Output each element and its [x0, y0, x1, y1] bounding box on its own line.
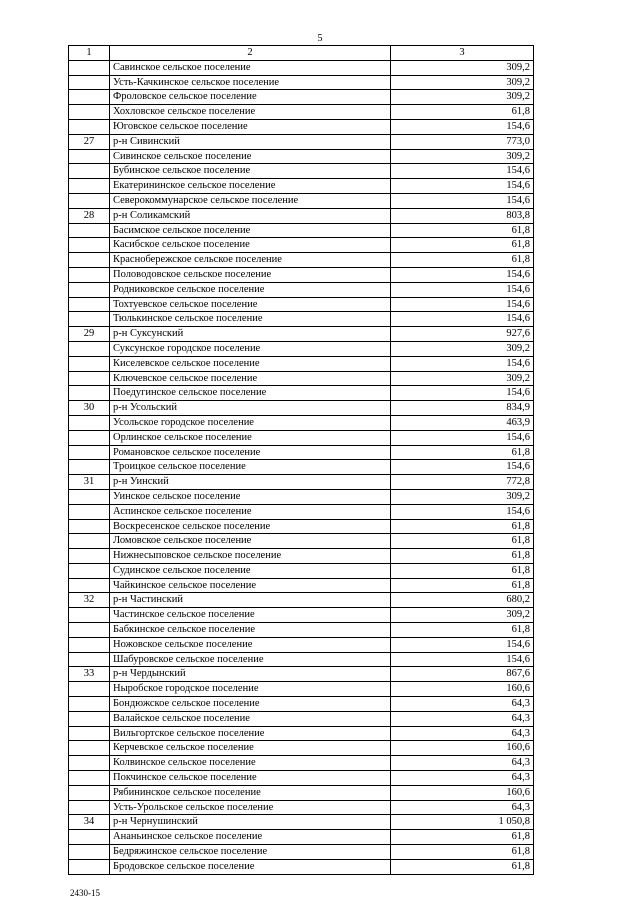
row-name-cell: Бедряжинское сельское поселение: [110, 845, 391, 860]
row-value-cell: 309,2: [391, 341, 534, 356]
row-number-cell: 34: [69, 815, 110, 830]
row-name-cell: Судинское сельское поселение: [110, 563, 391, 578]
table-row: [69, 771, 534, 786]
table-row: [69, 785, 534, 800]
row-value-cell: 309,2: [391, 608, 534, 623]
table-row: [69, 460, 534, 475]
document-code: 2430-15: [70, 888, 100, 898]
table-row: [69, 667, 534, 682]
row-value-cell: 154,6: [391, 460, 534, 475]
row-number-cell: [69, 105, 110, 120]
row-number-cell: [69, 149, 110, 164]
row-number-cell: [69, 741, 110, 756]
row-number-cell: [69, 445, 110, 460]
row-number-cell: [69, 711, 110, 726]
table-row: [69, 549, 534, 564]
row-name-cell: р-н Уинский: [110, 475, 391, 490]
table-row: [69, 75, 534, 90]
table-row: [69, 845, 534, 860]
table-row: [69, 371, 534, 386]
table-row: [69, 105, 534, 120]
row-name-cell: Екатерининское сельское поселение: [110, 179, 391, 194]
row-name-cell: Рябининское сельское поселение: [110, 785, 391, 800]
row-number-cell: [69, 179, 110, 194]
row-value-cell: 160,6: [391, 741, 534, 756]
row-name-cell: Басимское сельское поселение: [110, 223, 391, 238]
table-row: [69, 830, 534, 845]
row-name-cell: р-н Чердынский: [110, 667, 391, 682]
row-name-cell: Усть-Качкинское сельское поселение: [110, 75, 391, 90]
row-name-cell: Ананьинское сельское поселение: [110, 830, 391, 845]
row-value-cell: 309,2: [391, 149, 534, 164]
row-name-cell: Ножовское сельское поселение: [110, 637, 391, 652]
row-value-cell: 927,6: [391, 327, 534, 342]
table-row: [69, 711, 534, 726]
table-row: [69, 208, 534, 223]
row-name-cell: р-н Суксунский: [110, 327, 391, 342]
table-row: [69, 341, 534, 356]
table-row: [69, 519, 534, 534]
row-name-cell: р-н Усольский: [110, 401, 391, 416]
row-number-cell: [69, 119, 110, 134]
row-name-cell: Юговское сельское поселение: [110, 119, 391, 134]
row-value-cell: 61,8: [391, 534, 534, 549]
row-value-cell: 154,6: [391, 652, 534, 667]
row-number-cell: [69, 386, 110, 401]
table-row: [69, 90, 534, 105]
row-name-cell: Шабуровское сельское поселение: [110, 652, 391, 667]
row-number-cell: [69, 282, 110, 297]
row-value-cell: 1 050,8: [391, 815, 534, 830]
row-name-cell: Уинское сельское поселение: [110, 489, 391, 504]
row-value-cell: 154,6: [391, 119, 534, 134]
row-number-cell: [69, 608, 110, 623]
table-body: [69, 60, 534, 874]
row-value-cell: 61,8: [391, 223, 534, 238]
row-value-cell: 61,8: [391, 445, 534, 460]
row-value-cell: 680,2: [391, 593, 534, 608]
allocation-table: [68, 45, 534, 875]
row-value-cell: 154,6: [391, 356, 534, 371]
table-row: [69, 578, 534, 593]
row-name-cell: Суксунское городское поселение: [110, 341, 391, 356]
row-name-cell: Вильгортское сельское поселение: [110, 726, 391, 741]
row-value-cell: 154,6: [391, 193, 534, 208]
row-name-cell: Колвинское сельское поселение: [110, 756, 391, 771]
column-header-value: 3: [391, 46, 534, 61]
row-name-cell: Воскресенское сельское поселение: [110, 519, 391, 534]
table-header-row: [69, 46, 534, 61]
row-number-cell: [69, 460, 110, 475]
row-name-cell: Покчинское сельское поселение: [110, 771, 391, 786]
table-row: [69, 682, 534, 697]
row-number-cell: [69, 312, 110, 327]
row-number-cell: 30: [69, 401, 110, 416]
row-value-cell: 154,6: [391, 282, 534, 297]
table-row: [69, 800, 534, 815]
table-row: [69, 741, 534, 756]
row-number-cell: 29: [69, 327, 110, 342]
row-number-cell: [69, 756, 110, 771]
table-row: [69, 312, 534, 327]
row-name-cell: Валайское сельское поселение: [110, 711, 391, 726]
row-number-cell: [69, 164, 110, 179]
row-name-cell: Касибское сельское поселение: [110, 238, 391, 253]
row-name-cell: Северокоммунарское сельское поселение: [110, 193, 391, 208]
row-number-cell: [69, 830, 110, 845]
row-value-cell: 61,8: [391, 845, 534, 860]
row-number-cell: [69, 697, 110, 712]
row-name-cell: Сивинское сельское поселение: [110, 149, 391, 164]
row-name-cell: Фроловское сельское поселение: [110, 90, 391, 105]
table-row: [69, 608, 534, 623]
row-number-cell: [69, 297, 110, 312]
row-value-cell: 463,9: [391, 415, 534, 430]
row-name-cell: Чайкинское сельское поселение: [110, 578, 391, 593]
row-name-cell: Половодовское сельское поселение: [110, 267, 391, 282]
table-row: [69, 815, 534, 830]
row-number-cell: [69, 75, 110, 90]
row-name-cell: Бубинское сельское поселение: [110, 164, 391, 179]
row-value-cell: 154,6: [391, 504, 534, 519]
row-name-cell: Краснобережское сельское поселение: [110, 253, 391, 268]
row-name-cell: Троицкое сельское поселение: [110, 460, 391, 475]
table-row: [69, 726, 534, 741]
table-row: [69, 386, 534, 401]
row-name-cell: Усольское городское поселение: [110, 415, 391, 430]
row-number-cell: 31: [69, 475, 110, 490]
row-name-cell: Родниковское сельское поселение: [110, 282, 391, 297]
row-number-cell: [69, 504, 110, 519]
row-value-cell: 61,8: [391, 238, 534, 253]
row-number-cell: [69, 519, 110, 534]
row-name-cell: Аспинское сельское поселение: [110, 504, 391, 519]
table-row: [69, 164, 534, 179]
table-row: [69, 327, 534, 342]
row-value-cell: 61,8: [391, 578, 534, 593]
table-row: [69, 756, 534, 771]
row-number-cell: [69, 623, 110, 638]
row-name-cell: р-н Чернушинский: [110, 815, 391, 830]
row-value-cell: 773,0: [391, 134, 534, 149]
row-number-cell: [69, 637, 110, 652]
table-row: [69, 267, 534, 282]
row-value-cell: 154,6: [391, 297, 534, 312]
row-number-cell: [69, 578, 110, 593]
row-value-cell: 64,3: [391, 756, 534, 771]
table-row: [69, 282, 534, 297]
row-value-cell: 154,6: [391, 386, 534, 401]
table-row: [69, 623, 534, 638]
row-number-cell: [69, 771, 110, 786]
row-number-cell: [69, 253, 110, 268]
row-number-cell: [69, 682, 110, 697]
row-name-cell: Поедугинское сельское поселение: [110, 386, 391, 401]
row-name-cell: Бондюжское сельское поселение: [110, 697, 391, 712]
row-value-cell: 61,8: [391, 623, 534, 638]
column-header-name: 2: [110, 46, 391, 61]
table-row: [69, 134, 534, 149]
row-value-cell: 61,8: [391, 563, 534, 578]
row-value-cell: 64,3: [391, 697, 534, 712]
row-value-cell: 803,8: [391, 208, 534, 223]
table-row: [69, 593, 534, 608]
row-number-cell: [69, 60, 110, 75]
row-number-cell: 33: [69, 667, 110, 682]
row-name-cell: Савинское сельское поселение: [110, 60, 391, 75]
row-name-cell: р-н Соликамский: [110, 208, 391, 223]
row-name-cell: Хохловское сельское поселение: [110, 105, 391, 120]
row-value-cell: 154,6: [391, 164, 534, 179]
row-value-cell: 154,6: [391, 267, 534, 282]
row-number-cell: [69, 549, 110, 564]
row-name-cell: Ныробское городское поселение: [110, 682, 391, 697]
row-name-cell: Ключевское сельское поселение: [110, 371, 391, 386]
row-number-cell: [69, 267, 110, 282]
row-number-cell: [69, 341, 110, 356]
row-number-cell: [69, 371, 110, 386]
column-header-number: 1: [69, 46, 110, 61]
row-value-cell: 61,8: [391, 519, 534, 534]
row-value-cell: 309,2: [391, 90, 534, 105]
row-name-cell: Ломовское сельское поселение: [110, 534, 391, 549]
row-value-cell: 867,6: [391, 667, 534, 682]
row-number-cell: [69, 800, 110, 815]
row-number-cell: [69, 785, 110, 800]
table-row: [69, 430, 534, 445]
row-value-cell: 61,8: [391, 830, 534, 845]
row-number-cell: [69, 193, 110, 208]
row-name-cell: р-н Сивинский: [110, 134, 391, 149]
table-row: [69, 119, 534, 134]
row-name-cell: Тохтуевское сельское поселение: [110, 297, 391, 312]
table-row: [69, 859, 534, 874]
row-number-cell: [69, 859, 110, 874]
table-row: [69, 652, 534, 667]
table-row: [69, 149, 534, 164]
row-number-cell: [69, 563, 110, 578]
row-name-cell: Нижнесыповское сельское поселение: [110, 549, 391, 564]
row-value-cell: 64,3: [391, 711, 534, 726]
row-number-cell: [69, 415, 110, 430]
row-number-cell: [69, 534, 110, 549]
row-number-cell: [69, 652, 110, 667]
table-row: [69, 563, 534, 578]
row-value-cell: 64,3: [391, 726, 534, 741]
row-name-cell: р-н Частинский: [110, 593, 391, 608]
row-value-cell: 154,6: [391, 637, 534, 652]
row-number-cell: [69, 430, 110, 445]
row-name-cell: Киселевское сельское поселение: [110, 356, 391, 371]
table-row: [69, 415, 534, 430]
row-value-cell: 160,6: [391, 785, 534, 800]
row-number-cell: [69, 845, 110, 860]
row-value-cell: 834,9: [391, 401, 534, 416]
row-value-cell: 160,6: [391, 682, 534, 697]
row-value-cell: 64,3: [391, 800, 534, 815]
row-value-cell: 154,6: [391, 179, 534, 194]
table-row: [69, 475, 534, 490]
row-value-cell: 61,8: [391, 859, 534, 874]
row-value-cell: 309,2: [391, 371, 534, 386]
table-row: [69, 238, 534, 253]
table-row: [69, 637, 534, 652]
row-value-cell: 64,3: [391, 771, 534, 786]
row-number-cell: 32: [69, 593, 110, 608]
row-value-cell: 154,6: [391, 312, 534, 327]
row-value-cell: 61,8: [391, 253, 534, 268]
row-name-cell: Керчевское сельское поселение: [110, 741, 391, 756]
table-row: [69, 697, 534, 712]
row-number-cell: [69, 356, 110, 371]
table-row: [69, 445, 534, 460]
row-name-cell: Бабкинское сельское поселение: [110, 623, 391, 638]
table-row: [69, 489, 534, 504]
row-number-cell: [69, 223, 110, 238]
row-value-cell: 61,8: [391, 549, 534, 564]
row-value-cell: 61,8: [391, 105, 534, 120]
row-number-cell: [69, 90, 110, 105]
row-number-cell: 27: [69, 134, 110, 149]
row-name-cell: Романовское сельское поселение: [110, 445, 391, 460]
table-row: [69, 297, 534, 312]
table-row: [69, 504, 534, 519]
row-value-cell: 309,2: [391, 489, 534, 504]
row-name-cell: Тюлькинское сельское поселение: [110, 312, 391, 327]
table-row: [69, 534, 534, 549]
row-number-cell: 28: [69, 208, 110, 223]
row-value-cell: 309,2: [391, 60, 534, 75]
table-row: [69, 253, 534, 268]
row-value-cell: 772,8: [391, 475, 534, 490]
row-name-cell: Усть-Урольское сельское поселение: [110, 800, 391, 815]
table-row: [69, 401, 534, 416]
table-row: [69, 60, 534, 75]
table-row: [69, 193, 534, 208]
table-row: [69, 356, 534, 371]
row-number-cell: [69, 238, 110, 253]
table-row: [69, 179, 534, 194]
row-number-cell: [69, 726, 110, 741]
table-row: [69, 223, 534, 238]
row-value-cell: 309,2: [391, 75, 534, 90]
row-name-cell: Бродовское сельское поселение: [110, 859, 391, 874]
row-name-cell: Частинское сельское поселение: [110, 608, 391, 623]
row-name-cell: Орлинское сельское поселение: [110, 430, 391, 445]
page-number: 5: [317, 33, 323, 44]
row-number-cell: [69, 489, 110, 504]
row-value-cell: 154,6: [391, 430, 534, 445]
